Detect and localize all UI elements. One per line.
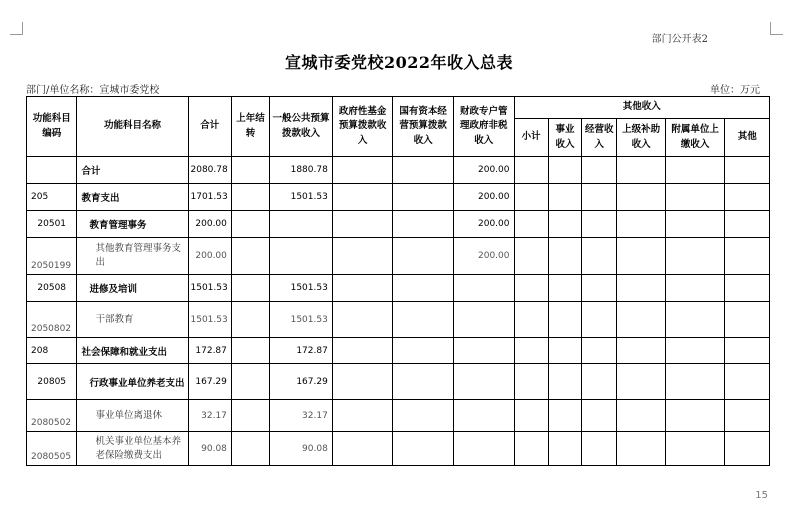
header-code: 功能科目编码 [27,97,77,157]
row-name: 社会保障和就业支出 [77,338,188,364]
row-code [27,157,77,184]
header-other-affiliated: 附属单位上缴收入 [665,119,725,157]
row-total: 1701.53 [188,184,231,211]
table-row [27,338,770,364]
row-total: 200.00 [188,238,231,275]
row-name: 教育管理事务 [77,211,188,238]
header-carryover: 上年结转 [231,97,269,157]
header-other-subsidy: 上级补助收入 [617,119,665,157]
row-special: 200.00 [453,184,514,211]
department-name: 部门/单位名称：宣城市委党校 [26,85,160,96]
row-general: 1501.53 [270,275,333,302]
header-special-account: 财政专户管理政府非税收入 [453,97,514,157]
row-total: 172.87 [188,338,231,364]
income-summary-table [26,96,770,466]
row-general: 172.87 [270,338,333,364]
header-fund-budget: 政府性基金预算拨款收入 [332,97,393,157]
row-carryover [231,157,269,184]
row-name: 事业单位离退休 [77,400,188,432]
row-name: 行政事业单位养老支出 [77,364,188,400]
row-code: 2080502 [27,400,77,432]
row-special [453,338,514,364]
row-special [453,275,514,302]
row-total: 2080.78 [188,157,231,184]
table-row [27,184,770,211]
table-tag: 部门公开表2 [651,34,708,45]
row-total: 200.00 [188,211,231,238]
page-title: 宣城市委党校2022年收入总表 [284,53,514,72]
table-row [27,432,770,466]
header-total: 合计 [188,97,231,157]
row-carryover [231,184,269,211]
header-other-income: 其他收入 [514,97,770,119]
row-name: 机关事业单位基本养老保险缴费支出 [77,432,188,466]
row-code: 208 [27,338,77,364]
unit-label: 单位：万元 [710,85,760,96]
row-general: 1880.78 [270,157,333,184]
table-row [27,400,770,432]
row-state [393,157,454,184]
table-row [27,364,770,400]
header-other-business: 事业收入 [548,119,581,157]
row-general [270,211,333,238]
row-special [453,432,514,466]
row-total: 167.29 [188,364,231,400]
header-name: 功能科目名称 [77,97,188,157]
row-special [453,364,514,400]
row-special: 200.00 [453,211,514,238]
row-general [270,238,333,275]
row-code: 20501 [27,211,77,238]
row-code: 2050802 [27,302,77,338]
row-name: 干部教育 [77,302,188,338]
row-general: 90.08 [270,432,333,466]
table-row [27,302,770,338]
row-special: 200.00 [453,238,514,275]
row-total: 90.08 [188,432,231,466]
row-special: 200.00 [453,157,514,184]
table-row [27,238,770,275]
row-code: 20805 [27,364,77,400]
page-number: 15 [755,490,768,501]
row-special [453,400,514,432]
row-name: 合计 [77,157,188,184]
row-general: 1501.53 [270,184,333,211]
crop-mark-top-right [770,22,783,35]
header-other-subtotal: 小计 [514,119,548,157]
row-code: 2080505 [27,432,77,466]
crop-mark-top-left [10,22,23,35]
row-special [453,302,514,338]
header-general-budget: 一般公共预算拨款收入 [270,97,333,157]
row-name: 教育支出 [77,184,188,211]
table-row [27,275,770,302]
row-total: 1501.53 [188,302,231,338]
row-general: 32.17 [270,400,333,432]
row-name: 其他教育管理事务支出 [77,238,188,275]
row-name: 进修及培训 [77,275,188,302]
row-code: 20508 [27,275,77,302]
table-row [27,157,770,184]
row-total: 1501.53 [188,275,231,302]
row-general: 1501.53 [270,302,333,338]
header-state-capital: 国有资本经营预算拨款收入 [393,97,454,157]
row-total: 32.17 [188,400,231,432]
row-code: 205 [27,184,77,211]
header-other-operation: 经营收入 [582,119,617,157]
row-code: 2050199 [27,238,77,275]
table-row [27,211,770,238]
row-fund [332,157,393,184]
header-other-misc: 其他 [725,119,770,157]
row-general: 167.29 [270,364,333,400]
